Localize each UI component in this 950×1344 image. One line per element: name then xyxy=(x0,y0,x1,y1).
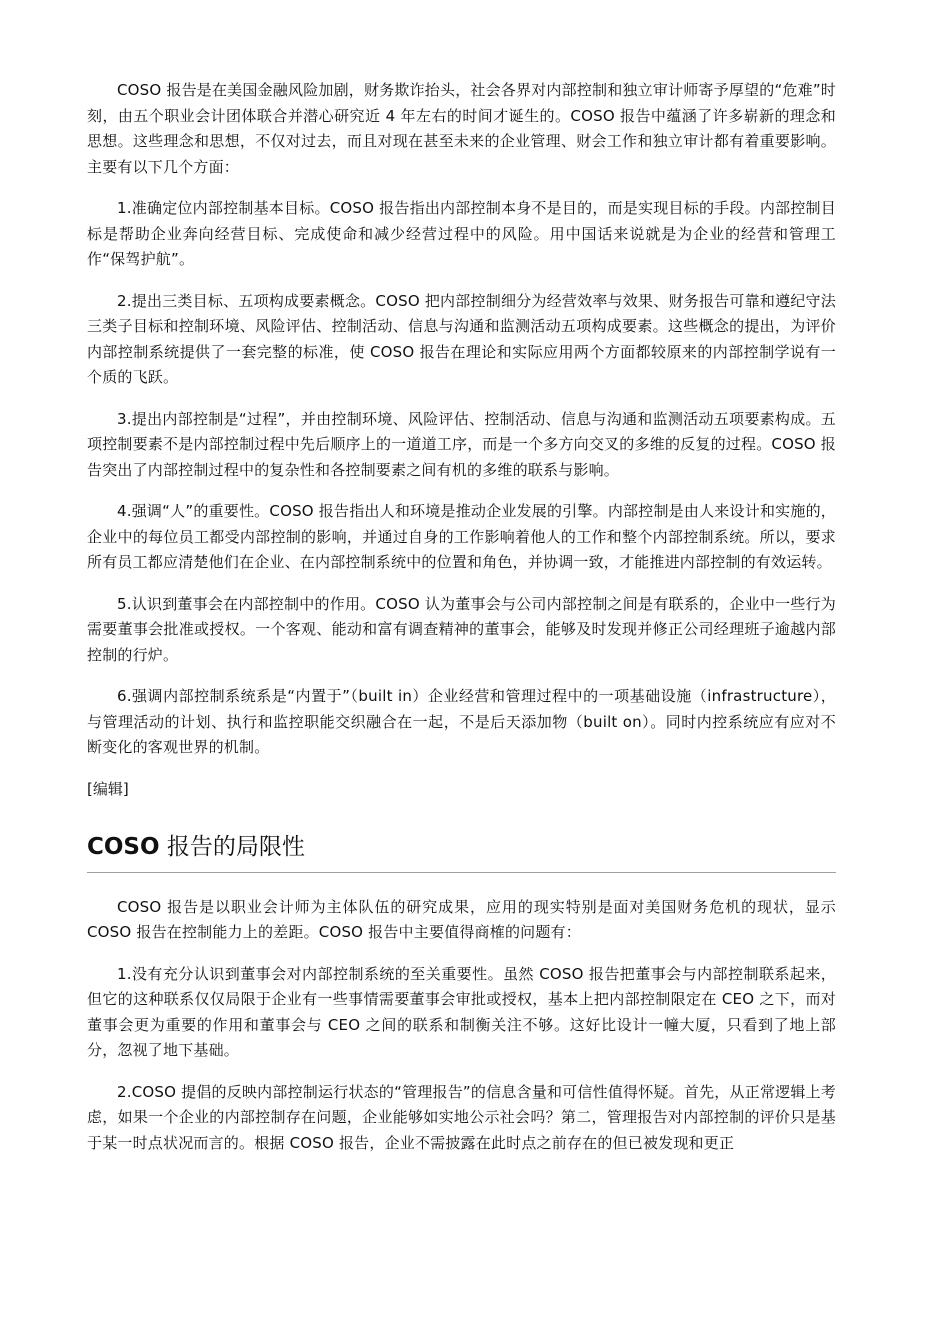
point-5-paragraph: 5.认识到董事会在内部控制中的作用。COSO 认为董事会与公司内部控制之间是有联系的，企业中一些行为需要董事会批准或授权。一个客观、能动和富有调查精神的董事会，能够及时发现并修正公司经理班子逾越内部控制的行炉。 xyxy=(87,594,836,664)
edit-link[interactable]: [编辑] xyxy=(87,779,129,798)
section-heading-rest: 报告的局限性 xyxy=(159,833,305,860)
point-4-paragraph: 4.强调“人”的重要性。COSO 报告指出人和环境是推动企业发展的引擎。内部控制是由人来设计和实施的，企业中的每位员工都受内部控制的影响，并通过自身的工作影响着他人的工作和整个内部控制系统。所以，要求所有员工都应清楚他们在企业、在内部控制系统中的位置和角色，并协调一致，才能推进内部控制的有效运转。 xyxy=(87,502,836,571)
point-3-paragraph: 3.提出内部控制是“过程”，并由控制环境、风险评估、控制活动、信息与沟通和监测活动五项要素构成。五项控制要素不是内部控制过程中先后顺序上的一道道工序，而是一个多方向交叉的多维的反复的过程。COSO 报告突出了内部控制过程中的复杂性和各控制要素之间有机的多维的联系与影响。 xyxy=(87,409,836,479)
section-intro xyxy=(87,78,836,802)
document-page xyxy=(87,78,836,1172)
limitations-intro-paragraph: COSO 报告是以职业会计师为主体队伍的研究成果，应用的现实特别是面对美国财务危机的现状，显示 COSO 报告在控制能力上的差距。COSO 报告中主要值得商榷的问题有： xyxy=(87,897,836,941)
section-heading xyxy=(87,832,836,873)
point-2-paragraph: 2.提出三类目标、五项构成要素概念。COSO 把内部控制细分为经营效率与效果、财务报告可靠和遵纪守法三类子目标和控制环境、风险评估、控制活动、信息与沟通和监测活动五项构成要素。这些概念的提出，为评价内部控制系统提供了一套完整的标准，使 COSO 报告在理论和实际应用两个方面都较原来的内部控制学说有一个质的飞跃。 xyxy=(87,291,836,386)
limitation-1-paragraph: 1.没有充分认识到董事会对内部控制系统的至关重要性。虽然 COSO 报告把董事会与内部控制联系起来，但它的这种联系仅仅局限于企业有一些事情需要董事会审批或授权，基本上把内部控制限定在 CEO 之下，而对董事会更为重要的作用和董事会与 CEO 之间的联系和制衡关注不够。这好比设计一幢大厦，只看到了地上部分，忽视了地下基础。 xyxy=(87,964,836,1059)
limitation-2-paragraph: 2.COSO 提倡的反映内部控制运行状态的“管理报告”的信息含量和可信性值得怀疑。首先，从正常逻辑上考虑，如果一个企业的内部控制存在问题，企业能够如实地公示社会吗？第二，管理报告对内部控制的评价只是基于某一时点状况而言的。根据 COSO 报告，企业不需披露在此时点之前存在的但已被发现和更正 xyxy=(87,1082,836,1152)
section-limitations xyxy=(87,895,836,1157)
section-heading-lead: COSO xyxy=(87,833,160,860)
point-6-paragraph: 6.强调内部控制系统系是“内置于”（built in）企业经营和管理过程中的一项基础设施（infrastructure），与管理活动的计划、执行和监控职能交织融合在一起，不是后天添加物（built on）。同时内控系统应有应对不断变化的客观世界的机制。 xyxy=(87,687,836,756)
intro-paragraph: COSO 报告是在美国金融风险加剧，财务欺诈抬头，社会各界对内部控制和独立审计师寄予厚望的“危难”时刻，由五个职业会计团体联合并潜心研究近 4 年左右的时间才诞生的。COSO 报告中蕴涵了许多崭新的理念和思想。这些理念和思想，不仅对过去，而且对现在甚至未来的企业管理、财会工作和独立审计都有着重要影响。主要有以下几个方面： xyxy=(87,81,836,176)
point-1-paragraph: 1.准确定位内部控制基本目标。COSO 报告指出内部控制本身不是目的，而是实现目标的手段。内部控制目标是帮助企业奔向经营目标、完成使命和减少经营过程中的风险。用中国话来说就是为企业的经营和管理工作“保驾护航”。 xyxy=(87,199,836,268)
